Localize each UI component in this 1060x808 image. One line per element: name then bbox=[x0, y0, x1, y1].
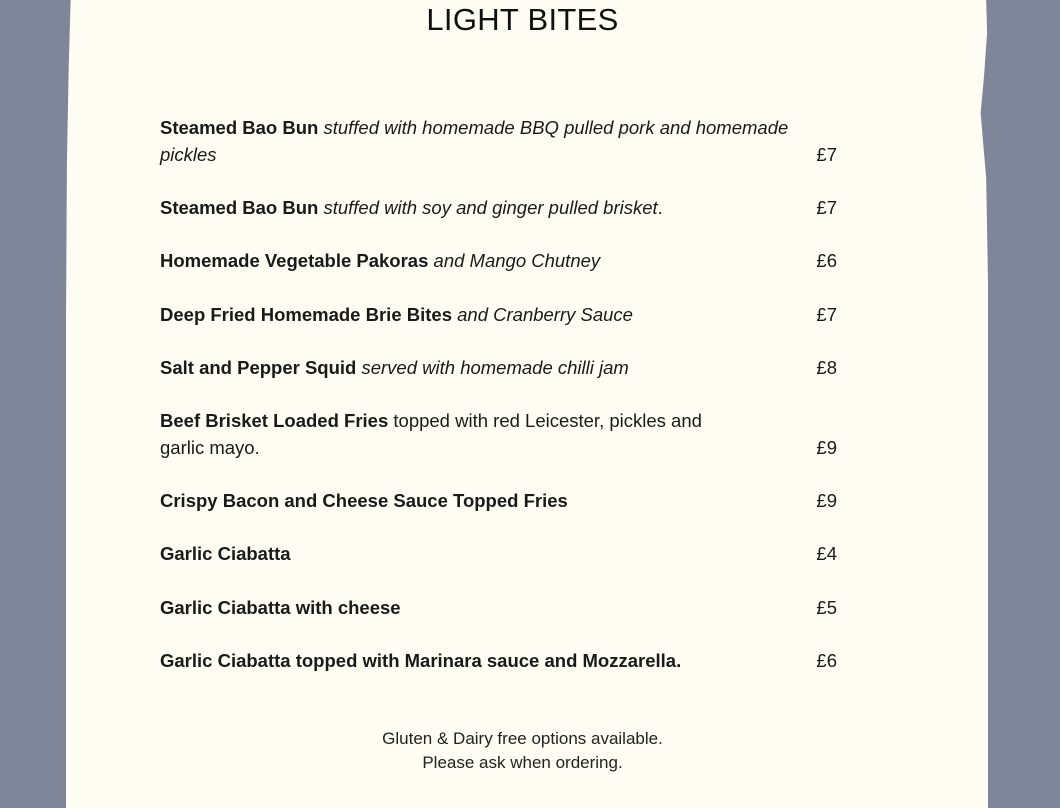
menu-item bbox=[160, 407, 840, 461]
item-name: Salt and Pepper Squid bbox=[160, 357, 357, 378]
menu-item bbox=[160, 354, 840, 381]
item-price: £7 bbox=[816, 197, 837, 218]
item-name: Garlic Ciabatta bbox=[160, 543, 291, 564]
item-description-end: . bbox=[657, 197, 663, 218]
item-price: £9 bbox=[816, 437, 837, 458]
item-price: £4 bbox=[816, 543, 837, 564]
item-name: Beef Brisket Loaded Fries bbox=[160, 410, 389, 431]
menu-item bbox=[160, 540, 840, 567]
menu-item bbox=[160, 301, 840, 328]
item-price: £6 bbox=[816, 650, 837, 671]
item-name: Deep Fried Homemade Brie Bites bbox=[160, 304, 452, 325]
menu-item bbox=[160, 487, 840, 514]
item-name: Garlic Ciabatta with cheese bbox=[160, 597, 401, 618]
menu-item bbox=[160, 594, 840, 621]
item-description: and Cranberry Sauce bbox=[451, 304, 633, 325]
menu-item bbox=[160, 247, 840, 274]
item-price: £7 bbox=[816, 144, 837, 165]
dietary-note bbox=[0, 727, 1045, 775]
dietary-note-line-1: Gluten & Dairy free options available. bbox=[382, 729, 663, 748]
item-price: £9 bbox=[816, 490, 837, 511]
menu-item bbox=[160, 647, 840, 674]
item-name: Garlic Ciabatta topped with Marinara sauce and Mozzarella. bbox=[160, 650, 682, 671]
menu-item bbox=[160, 114, 840, 168]
item-name: Steamed Bao Bun bbox=[160, 117, 319, 138]
dietary-note-line-2: Please ask when ordering. bbox=[422, 753, 623, 772]
item-name: Crispy Bacon and Cheese Sauce Topped Fries bbox=[160, 490, 568, 511]
item-price: £8 bbox=[816, 357, 837, 378]
item-price: £5 bbox=[816, 597, 837, 618]
item-price: £6 bbox=[816, 250, 837, 271]
item-description: stuffed with homemade BBQ pulled pork and homemade pickles bbox=[160, 117, 789, 165]
menu-title: LIGHT BITES bbox=[426, 2, 619, 37]
item-description: topped with red Leicester, pickles and garlic mayo. bbox=[160, 410, 702, 458]
menu-item bbox=[160, 194, 840, 221]
item-description: served with homemade chilli jam bbox=[356, 357, 629, 378]
item-description: stuffed with soy and ginger pulled brisket bbox=[318, 197, 658, 218]
item-name: Steamed Bao Bun bbox=[160, 197, 319, 218]
item-price: £7 bbox=[816, 304, 837, 325]
item-description: and Mango Chutney bbox=[428, 250, 601, 271]
item-name: Homemade Vegetable Pakoras bbox=[160, 250, 429, 271]
